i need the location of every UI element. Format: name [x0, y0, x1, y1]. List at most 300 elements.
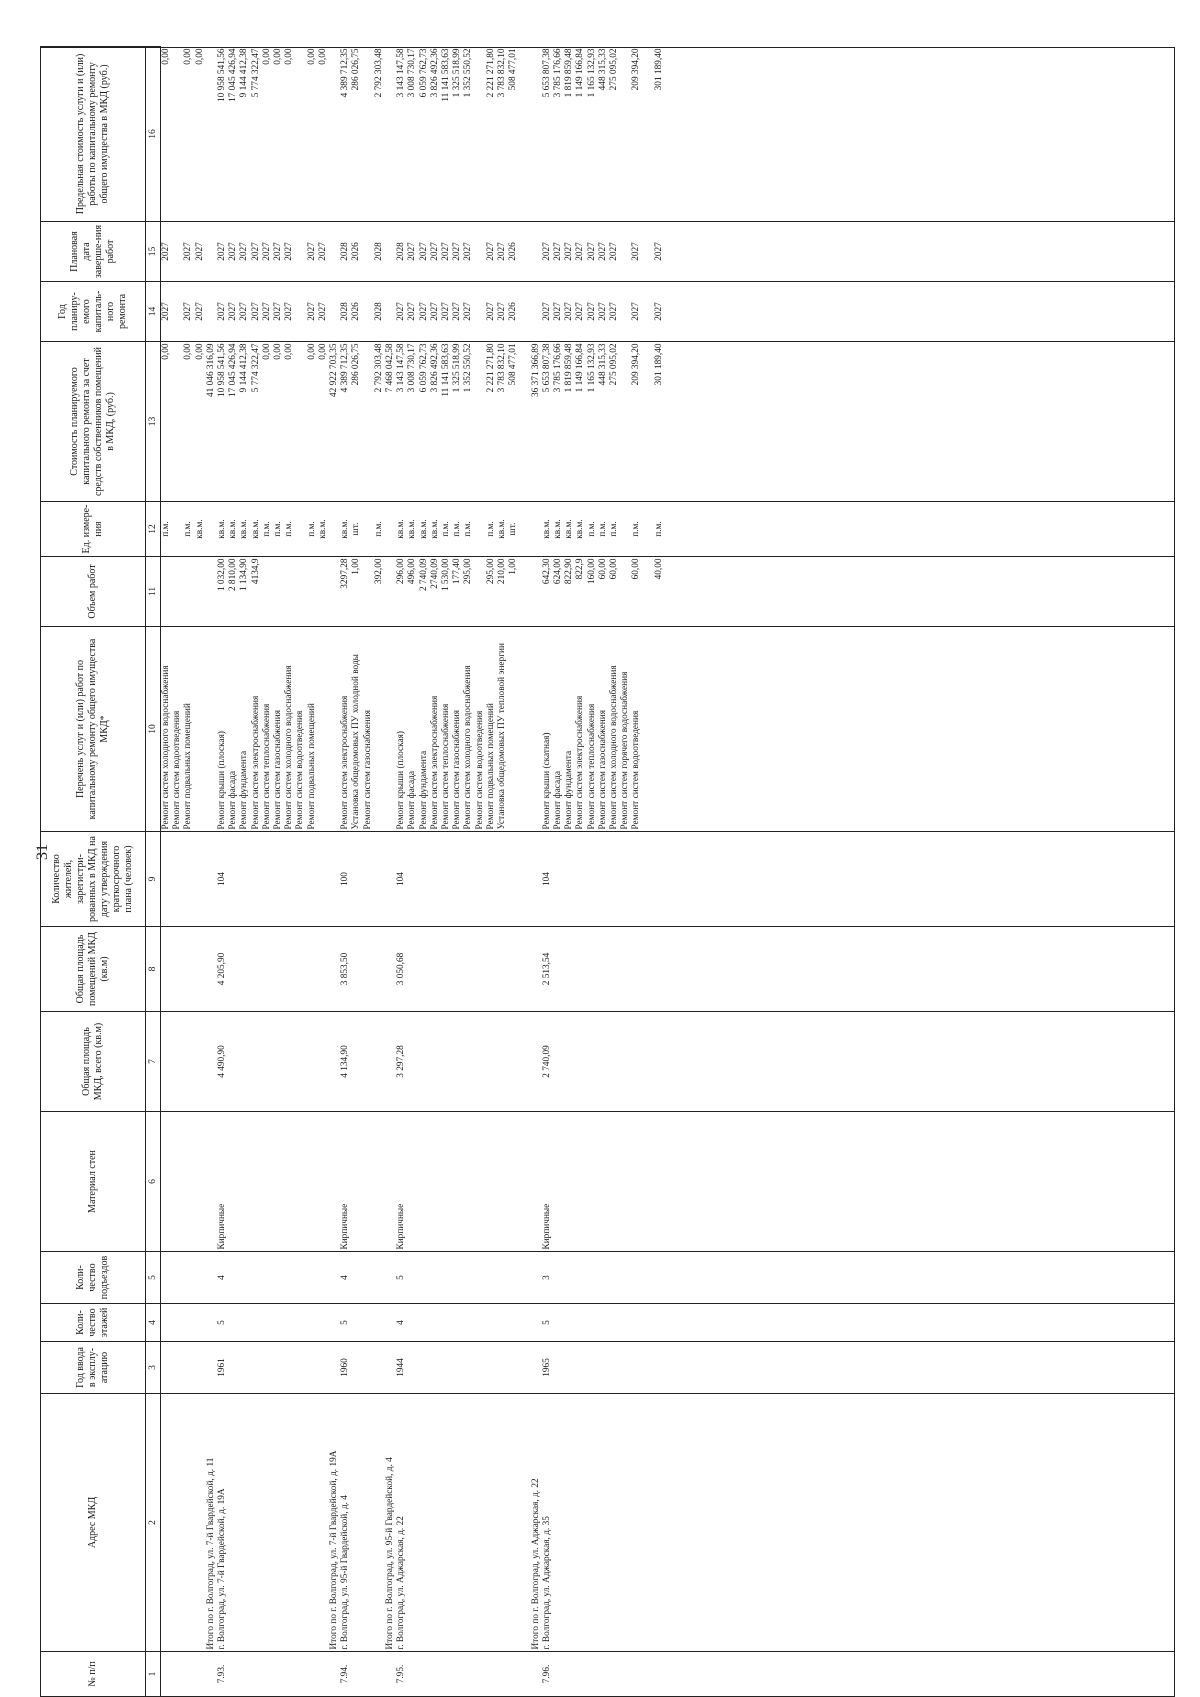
- unit-value: кв.м.: [553, 519, 564, 539]
- row-number: 7.94.: [340, 1664, 351, 1684]
- work-item: Ремонт систем холодного водоснабжения: [609, 665, 620, 830]
- work-item: Установка общедомовых ПУ холодной воды: [351, 654, 362, 830]
- rooms-area-cell: 2 513,54: [541, 952, 552, 986]
- completion-date-value: 2027: [239, 242, 250, 261]
- cost-value: 0,00: [261, 343, 272, 360]
- column-number: 7: [146, 1012, 161, 1112]
- column-header: Коли-чество подъездов: [41, 1252, 146, 1304]
- rooms-area-cell: 3 853,50: [340, 952, 351, 986]
- repair-year-value: 2027: [485, 302, 496, 321]
- volume-value: [307, 559, 318, 625]
- subtotal-cost: 41 046 316,09: [205, 343, 216, 397]
- floors-cell: 5: [217, 1320, 227, 1325]
- volume-value: 296,00: [396, 558, 407, 585]
- subtotal-address: Итого по г. Волгоград, ул. 7-й Гвардейской, д. 11: [205, 1457, 216, 1650]
- column-header: № п/п: [41, 1652, 146, 1697]
- completion-date-value: 2027: [497, 242, 508, 261]
- completion-date-value: 2028: [396, 242, 407, 261]
- cost-value: 3 143 147,58: [396, 343, 407, 393]
- empty-cell: [531, 222, 542, 282]
- repair-year-list: [340, 282, 385, 342]
- address-cell: [161, 1394, 206, 1652]
- column-number: 1: [146, 1652, 161, 1697]
- repair-year-value: 2028: [340, 302, 351, 321]
- volume-value: 177,40: [452, 558, 463, 585]
- year-built-cell: 1944: [396, 1358, 407, 1377]
- repair-year-value: 2027: [396, 302, 407, 321]
- work-item: Ремонт систем электроснабжения: [575, 695, 586, 830]
- column-header: Объем работ: [41, 557, 146, 627]
- subtotal-address: Итого по г. Волгоград, ул. Аджарская, д. 22: [530, 1478, 541, 1650]
- column-number: 11: [146, 557, 161, 627]
- limit-cost-value: 0,00: [306, 48, 317, 65]
- residents-cell: 100: [340, 872, 351, 886]
- limit-cost-value: 1 149 166,84: [575, 48, 586, 98]
- completion-date-value: 2027: [418, 242, 429, 261]
- cost-value: 0,00: [306, 343, 317, 360]
- repair-year-value: 2027: [306, 302, 317, 321]
- column-number: 14: [146, 282, 161, 342]
- column-number: 5: [146, 1252, 161, 1304]
- subtotal-cost: 7 468 042,58: [385, 343, 396, 393]
- column-header: Материал стен: [41, 1112, 146, 1252]
- completion-date-value: 2027: [609, 242, 620, 261]
- work-item: Ремонт систем теплоснабжения: [586, 703, 597, 830]
- completion-date-value: 2027: [261, 242, 272, 261]
- empty-cell: [329, 47, 340, 222]
- work-item: Ремонт подвальных помещений: [306, 703, 317, 830]
- repair-year-value: 2027: [441, 302, 452, 321]
- row-number: 7.93.: [217, 1664, 227, 1684]
- year-built-cell: 1965: [541, 1358, 552, 1377]
- column-header: Общая площадь МКД, всего (кв.м): [41, 1012, 146, 1112]
- rooms-area-cell: 3 050,68: [396, 952, 407, 986]
- completion-date-value: 2027: [250, 242, 261, 261]
- repair-year-value: 2027: [250, 302, 261, 321]
- unit-value: кв.м.: [575, 519, 586, 539]
- repair-year-value: 2027: [239, 302, 250, 321]
- completion-date-value: 2027: [306, 242, 317, 261]
- work-item: Ремонт систем электроснабжения: [429, 695, 440, 830]
- subtotal-row: [329, 47, 340, 1697]
- limit-cost-value: 275 095,02: [609, 48, 620, 91]
- work-item: Ремонт фасада: [553, 771, 564, 830]
- volume-value: 1 134,90: [239, 558, 250, 592]
- completion-date-value: 2027: [217, 242, 227, 261]
- total-area-cell: 4 134,90: [340, 1045, 351, 1078]
- completion-date-list: [217, 222, 329, 282]
- volume-value: 624,00: [553, 558, 564, 585]
- subtotal-address: Итого по г. Волгоград, ул. 7-й Гвардейской, д. 19А: [329, 1450, 340, 1650]
- repair-year-value: 2027: [564, 302, 575, 321]
- volume-value: 822,9: [575, 558, 586, 580]
- repair-year-value: 2027: [284, 302, 295, 321]
- repair-year-value: 2027: [273, 302, 284, 321]
- cost-value: 1 149 166,84: [575, 343, 586, 393]
- volume-value: 496,00: [407, 558, 418, 585]
- completion-date-value: 2027: [631, 242, 642, 261]
- unit-value: кв.м.: [317, 519, 328, 539]
- cost-value: 1 352 550,52: [463, 343, 474, 393]
- repair-year-value: 2027: [161, 302, 171, 321]
- work-item: Ремонт систем холодного водоснабжения: [463, 665, 474, 830]
- limit-cost-value: 4 389 712,35: [340, 48, 351, 98]
- limit-cost-list: [340, 47, 385, 222]
- work-item: Ремонт фасада: [228, 771, 239, 830]
- volume-value: 642,30: [541, 558, 552, 585]
- unit-value: кв.м.: [407, 519, 418, 539]
- volume-value: 295,00: [463, 558, 474, 585]
- volume-list: [542, 557, 665, 627]
- cost-value: 275 095,02: [609, 343, 620, 386]
- work-item: Ремонт систем холодного водоснабжения: [161, 665, 171, 830]
- completion-date-value: 2027: [161, 242, 171, 261]
- column-number-row: [146, 47, 161, 1697]
- unit-list: [542, 502, 665, 557]
- volume-list: [217, 557, 329, 627]
- unit-value: п.м.: [441, 521, 452, 537]
- work-item: Ремонт фасада: [407, 771, 418, 830]
- limit-cost-value: 1 165 132,93: [586, 48, 597, 98]
- residents-cell: 104: [217, 872, 227, 886]
- residents-cell: 104: [541, 872, 552, 886]
- work-item: Ремонт систем горячего водоснабжения: [620, 671, 631, 830]
- work-item: Ремонт систем водоотведения: [631, 710, 642, 830]
- floors-cell: 5: [340, 1320, 351, 1325]
- column-number: 6: [146, 1112, 161, 1252]
- column-header: Количество жителей, зарегистри-рованных в МКД на дату утверждения краткосрочного плана (человек): [41, 832, 146, 927]
- row-number: 7.96.: [541, 1664, 552, 1684]
- empty-cell: [531, 47, 542, 222]
- unit-value: кв.м.: [250, 519, 261, 539]
- completion-date-value: 2027: [183, 242, 194, 261]
- volume-value: 392,00: [373, 558, 384, 585]
- cost-value: 3 826 492,36: [429, 343, 440, 393]
- unit-value: п.м.: [273, 521, 284, 537]
- volume-value: 1,00: [508, 558, 519, 575]
- unit-value: п.м.: [284, 521, 295, 537]
- repair-year-value: 2027: [653, 302, 664, 321]
- unit-list: [340, 502, 385, 557]
- wall-material-cell: [161, 1112, 206, 1252]
- subtotal-row: [206, 47, 217, 1697]
- completion-date-value: 2027: [452, 242, 463, 261]
- empty-cell: [206, 282, 217, 342]
- limit-cost-value: 0,00: [261, 48, 272, 65]
- limit-cost-value: 0,00: [284, 48, 295, 65]
- column-number: 4: [146, 1304, 161, 1342]
- entrances-cell: 5: [396, 1275, 407, 1280]
- cost-value: 11 141 583,63: [441, 343, 452, 397]
- work-item: Ремонт фундамента: [418, 750, 429, 830]
- total-area-cell: 3 297,28: [396, 1045, 407, 1078]
- limit-cost-value: 3 783 832,10: [497, 48, 508, 98]
- column-header: Ед. измере-ния: [41, 502, 146, 557]
- cost-value: 5 774 322,47: [250, 343, 261, 393]
- completion-date-list: [161, 222, 206, 282]
- cost-value: 508 477,01: [508, 343, 519, 386]
- cost-value: 0,00: [183, 343, 194, 360]
- repair-year-value: 2027: [609, 302, 620, 321]
- house-row: [217, 47, 329, 1697]
- cost-value: 2 221 271,80: [485, 343, 496, 393]
- empty-cell: [531, 1652, 542, 1697]
- volume-value: [262, 559, 273, 625]
- volume-value: 3297,28: [340, 558, 351, 589]
- completion-date-value: 2027: [441, 242, 452, 261]
- work-item: Ремонт систем газоснабжения: [362, 709, 373, 830]
- unit-value: п.м.: [463, 521, 474, 537]
- unit-value: кв.м.: [541, 519, 552, 539]
- limit-cost-value: 448 315,33: [597, 48, 608, 91]
- cost-value: 3 785 176,66: [553, 343, 564, 393]
- empty-cell: [385, 1652, 396, 1697]
- completion-date-list: [396, 222, 530, 282]
- work-item: Ремонт систем водоотведения: [295, 710, 306, 830]
- column-header: Адрес МКД: [41, 1394, 146, 1652]
- repair-year-value: 2028: [373, 302, 384, 321]
- works-list: [542, 627, 665, 832]
- repair-year-value: 2027: [541, 302, 552, 321]
- completion-date-value: 2027: [284, 242, 295, 261]
- limit-cost-value: 508 477,01: [508, 48, 519, 91]
- floors-cell: 5: [541, 1320, 552, 1325]
- limit-cost-value: 3 143 147,58: [396, 48, 407, 98]
- repair-year-value: 2027: [597, 302, 608, 321]
- limit-cost-value: 0,00: [273, 48, 284, 65]
- completion-date-value: 2027: [463, 242, 474, 261]
- continued-row: [161, 47, 206, 1697]
- unit-value: п.м.: [609, 521, 620, 537]
- completion-date-value: 2027: [317, 242, 328, 261]
- repair-year-value: 2027: [429, 302, 440, 321]
- table-body: [161, 47, 666, 1697]
- unit-value: шт.: [351, 522, 362, 536]
- limit-cost-value: 5 653 807,38: [541, 48, 552, 98]
- work-item: Ремонт систем электроснабжения: [250, 695, 261, 830]
- limit-cost-list: [396, 47, 530, 222]
- work-item: Ремонт систем водоотведения: [172, 710, 183, 830]
- unit-value: кв.м.: [497, 519, 508, 539]
- column-header: Стоимость планируемого капитального ремонта за счет средств собственников помещений в МКД, (руб.): [41, 342, 146, 502]
- limit-cost-value: 11 141 583,63: [441, 48, 452, 102]
- repair-year-value: 2027: [463, 302, 474, 321]
- unit-value: п.м.: [631, 521, 642, 537]
- subtotal-row: [385, 47, 396, 1697]
- column-number: 3: [146, 1342, 161, 1394]
- unit-list: [161, 502, 206, 557]
- empty-cell: [329, 282, 340, 342]
- cost-value: 0,00: [317, 343, 328, 360]
- floors-cell: 4: [396, 1320, 407, 1325]
- repair-year-list: [542, 282, 665, 342]
- repair-year-value: 2027: [497, 302, 508, 321]
- unit-value: п.м.: [373, 521, 384, 537]
- unit-value: п.м.: [586, 521, 597, 537]
- unit-value: кв.м.: [396, 519, 407, 539]
- empty-cell: [385, 47, 396, 222]
- limit-cost-value: 2 792 303,48: [373, 48, 384, 98]
- completion-date-value: 2027: [407, 242, 418, 261]
- unit-value: п.м.: [653, 521, 664, 537]
- empty-cell: [329, 222, 340, 282]
- volume-value: 160,00: [586, 558, 597, 585]
- volume-value: 1 530,00: [441, 558, 452, 592]
- empty-cell: [206, 222, 217, 282]
- cost-list: [340, 342, 385, 502]
- unit-list: [396, 502, 530, 557]
- work-item: Ремонт крыши (плоская): [396, 730, 407, 830]
- address-cell: г. Волгоград, ул. Аджарская, д. 35: [541, 1516, 552, 1650]
- column-header: Перечень услуг и (или) работ по капитальному ремонту общего имущества МКД*: [41, 627, 146, 832]
- completion-date-value: 2027: [485, 242, 496, 261]
- repair-year-value: 2027: [418, 302, 429, 321]
- work-item: Ремонт систем электроснабжения: [340, 695, 351, 830]
- completion-date-list: [542, 222, 665, 282]
- cost-value: 10 958 541,56: [217, 343, 227, 397]
- completion-date-value: 2027: [586, 242, 597, 261]
- cost-value: 9 144 412,38: [239, 343, 250, 393]
- volume-list: [161, 557, 206, 627]
- repair-year-value: 2027: [631, 302, 642, 321]
- volume-value: 2740,09: [429, 558, 440, 589]
- wall-material-cell: Кирпичные: [217, 1203, 227, 1250]
- cost-value: 0,00: [273, 343, 284, 360]
- entrances-cell: [161, 1252, 206, 1304]
- empty-cell: [385, 222, 396, 282]
- house-row: [542, 47, 665, 1697]
- cost-value: 0,00: [161, 343, 171, 360]
- cost-value: 17 045 426,94: [228, 343, 239, 397]
- completion-date-value: 2027: [564, 242, 575, 261]
- completion-date-value: 2027: [597, 242, 608, 261]
- subtotal-cost: 36 371 366,89: [530, 343, 541, 397]
- completion-date-value: 2027: [553, 242, 564, 261]
- work-item: Ремонт систем газоснабжения: [273, 709, 284, 830]
- repair-year-value: 2027: [261, 302, 272, 321]
- volume-value: 2 740,09: [418, 558, 429, 592]
- completion-date-value: 2027: [575, 242, 586, 261]
- work-item: Ремонт систем газоснабжения: [597, 709, 608, 830]
- unit-value: кв.м.: [564, 519, 575, 539]
- limit-cost-value: 3 826 492,36: [429, 48, 440, 98]
- work-item: Ремонт подвальных помещений: [485, 703, 496, 830]
- cost-value: 2 792 303,48: [373, 343, 384, 393]
- house-row: [396, 47, 530, 1697]
- repair-year-list: [396, 282, 530, 342]
- volume-list: [340, 557, 385, 627]
- cost-value: 0,00: [284, 343, 295, 360]
- column-number: 16: [146, 47, 161, 222]
- year-built-cell: 1961: [217, 1358, 227, 1377]
- unit-value: п.м.: [261, 521, 272, 537]
- empty-cell: [329, 1652, 340, 1697]
- repair-year-value: 2026: [508, 302, 519, 321]
- works-list: [217, 627, 329, 832]
- row-number: [161, 1652, 206, 1697]
- column-header: Предельная стоимость услуги и (или) работы по капитальному ремонту общего имущества в МКД (руб.): [41, 47, 146, 222]
- cost-value: 5 653 807,38: [541, 343, 552, 393]
- address-cell: г. Волгоград, ул. Аджарская, д. 22: [396, 1516, 407, 1650]
- unit-value: кв.м.: [340, 519, 351, 539]
- completion-date-value: 2027: [429, 242, 440, 261]
- empty-cell: [206, 47, 217, 222]
- empty-cell: [206, 1652, 217, 1697]
- cost-value: 3 008 730,17: [407, 343, 418, 393]
- volume-value: 1 032,00: [217, 558, 227, 592]
- repair-year-value: 2027: [183, 302, 194, 321]
- repair-year-value: 2027: [452, 302, 463, 321]
- completion-date-value: 2028: [373, 242, 384, 261]
- residents-cell: [161, 832, 206, 927]
- volume-value: 40,00: [653, 558, 664, 580]
- completion-date-value: 2027: [194, 242, 205, 261]
- repair-year-value: 2027: [228, 302, 239, 321]
- total-area-cell: [161, 1012, 206, 1112]
- work-item: Ремонт крыши (скатная): [541, 732, 552, 830]
- unit-value: п.м.: [161, 521, 171, 537]
- repair-year-value: 2027: [407, 302, 418, 321]
- repair-year-value: 2027: [553, 302, 564, 321]
- unit-value: п.м.: [452, 521, 463, 537]
- empty-cell: [531, 282, 542, 342]
- volume-value: 60,00: [631, 558, 642, 580]
- subtotal-address: Итого по г. Волгоград, ул. 95-й Гвардейской, д. 4: [385, 1457, 396, 1650]
- floors-cell: [161, 1304, 206, 1342]
- unit-value: п.м.: [597, 521, 608, 537]
- work-item: Ремонт крыши (плоская): [217, 730, 227, 830]
- limit-cost-value: 9 144 412,38: [239, 48, 250, 98]
- cost-value: 3 783 832,10: [497, 343, 508, 393]
- cost-list: [217, 342, 329, 502]
- limit-cost-value: 0,00: [194, 48, 205, 65]
- repair-year-value: 2027: [575, 302, 586, 321]
- subtotal-row: [531, 47, 542, 1697]
- completion-date-value: 2027: [273, 242, 284, 261]
- volume-list: [396, 557, 530, 627]
- unit-list: [217, 502, 329, 557]
- completion-date-value: 2028: [340, 242, 351, 261]
- column-header: Год планиру-емого капиталь-ного ремонта: [41, 282, 146, 342]
- limit-cost-value: 1 325 518,99: [452, 48, 463, 98]
- limit-cost-value: 286 026,75: [351, 48, 362, 91]
- limit-cost-value: 6 059 762,73: [418, 48, 429, 98]
- unit-value: кв.м.: [217, 519, 227, 539]
- year-built-cell: 1960: [340, 1358, 351, 1377]
- total-area-cell: 4 490,90: [217, 1045, 227, 1078]
- unit-value: кв.м.: [194, 519, 205, 539]
- works-list: [340, 627, 385, 832]
- capital-repair-table: [40, 46, 665, 1697]
- cost-value: 1 325 518,99: [452, 343, 463, 393]
- rooms-area-cell: 4 205,90: [217, 952, 227, 986]
- volume-value: [284, 559, 306, 625]
- limit-cost-value: 1 819 859,48: [564, 48, 575, 98]
- column-header: Год ввода в эксплу-атацию: [41, 1342, 146, 1394]
- total-area-cell: 2 740,09: [541, 1045, 552, 1078]
- limit-cost-list: [161, 47, 206, 222]
- column-number: 9: [146, 832, 161, 927]
- cost-list: [396, 342, 530, 502]
- address-cell: г. Волгоград, ул. 95-й Гвардейской, д. 4: [340, 1495, 351, 1650]
- page-number: 31: [34, 844, 51, 860]
- volume-value: 60,00: [597, 558, 608, 580]
- completion-date-value: 2027: [228, 242, 239, 261]
- limit-cost-list: [217, 47, 329, 222]
- works-list: [161, 627, 206, 832]
- volume-value: [273, 559, 284, 625]
- subtotal-cost: 42 922 703,35: [329, 343, 340, 397]
